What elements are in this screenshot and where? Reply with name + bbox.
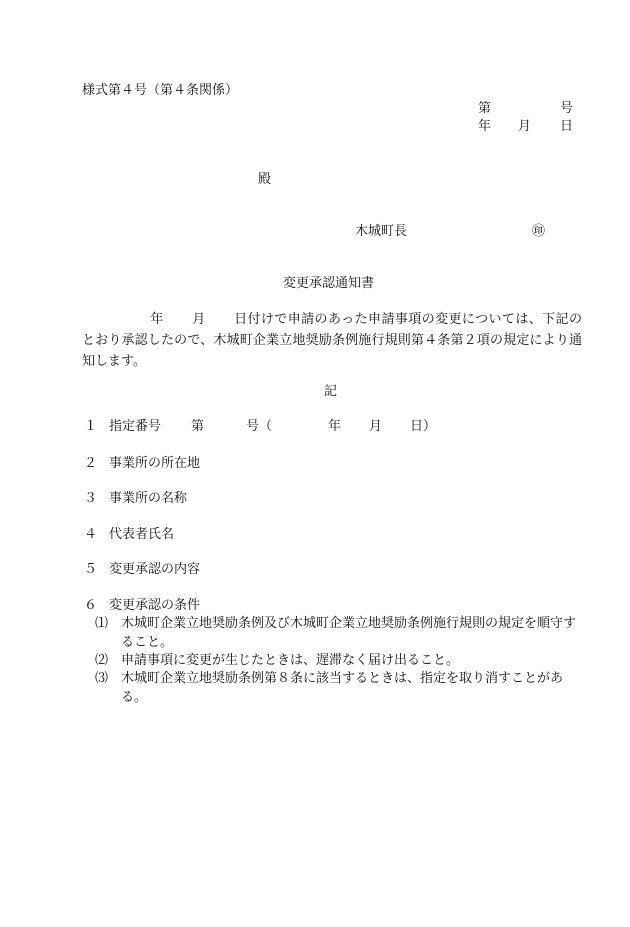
condition-number: ⑴ (95, 616, 109, 631)
item-number: ３ (84, 491, 98, 506)
item-month: 月 (369, 419, 383, 434)
item-label: 変更承認の条件 (109, 598, 201, 613)
body-year: 年 (150, 312, 164, 327)
item-dai: 第 (191, 419, 205, 434)
doc-number-prefix: 第 (478, 101, 492, 116)
condition-text: 木城町企業立地奨励条例及び木城町企業立地奨励条例施行規則の規定を順守すること。 (121, 616, 577, 650)
date-year: 年 (478, 119, 492, 134)
document-title: 変更承認通知書 (283, 276, 375, 291)
condition-item (95, 614, 580, 652)
item-number: ５ (84, 562, 98, 577)
body-text: 日付けで申請のあった申請事項の変更については、下記のとおり承認したので、木城町企業立地奨励条例施行規則第４条第２項の規定により通知します。 (82, 312, 582, 369)
item-number: ４ (84, 527, 98, 542)
item-number: ２ (84, 456, 98, 471)
addressee-suffix: 殿 (258, 172, 272, 187)
item-label: 指定番号 (109, 419, 162, 434)
condition-number: ⑵ (95, 653, 109, 668)
seal-mark: ㊞ (532, 224, 546, 239)
item-year: 年 (328, 419, 342, 434)
date-day: 日 (560, 119, 574, 134)
item-go: 号（ (246, 419, 273, 434)
issuer-title: 木城町長 (355, 224, 408, 239)
date-month: 月 (518, 119, 532, 134)
condition-number: ⑶ (95, 671, 109, 686)
form-label: 様式第４号（第４条関係） (82, 83, 239, 98)
item-label: 代表者氏名 (109, 527, 175, 542)
body-paragraph (82, 309, 582, 372)
item-day: 日） (410, 419, 437, 434)
condition-text: 木城町企業立地奨励条例第８条に該当するときは、指定を取り消すことがある。 (121, 671, 564, 705)
body-month: 月 (191, 312, 206, 327)
item-label: 事業所の名称 (109, 491, 188, 506)
condition-text: 申請事項に変更が生じたときは、遅滞なく届け出ること。 (121, 653, 460, 668)
item-label: 変更承認の内容 (109, 562, 201, 577)
item-label: 事業所の所在地 (109, 456, 201, 471)
condition-item (95, 651, 580, 670)
item-number: １ (84, 419, 98, 434)
ki-heading: 記 (324, 384, 338, 399)
item-number: ６ (84, 598, 98, 613)
doc-number-suffix: 号 (560, 101, 574, 116)
condition-item (95, 669, 580, 707)
